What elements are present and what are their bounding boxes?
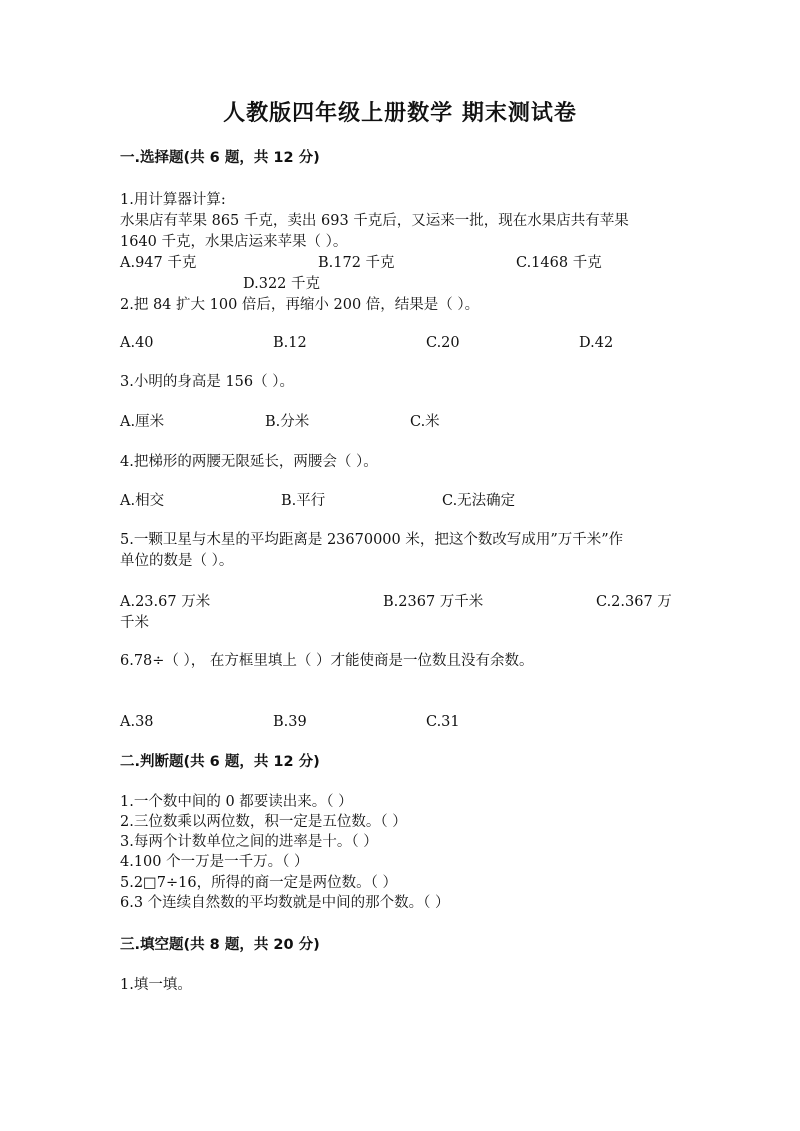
section-heading-fill: 三.填空题(共 8 题，共 20 分) — [120, 937, 320, 953]
question-5-line-1: 5.一颗卫星与木星的平均距离是 23670000 米，把这个数改写成用”万千米”作 — [120, 532, 624, 548]
question-6-option-b[interactable]: B.39 — [273, 714, 307, 730]
exam-title: 人教版四年级上册数学 期末测试卷 — [223, 101, 577, 126]
question-5-option-a[interactable]: A.23.67 万米 — [120, 594, 211, 610]
judge-item-4: 4.100 个一万是一千万。（ ） — [120, 854, 309, 870]
judge-item-6: 6.3 个连续自然数的平均数就是中间的那个数。（ ） — [120, 895, 450, 911]
question-1-option-b[interactable]: B.172 千克 — [318, 255, 395, 271]
judge-item-2: 2.三位数乘以两位数，积一定是五位数。（ ） — [120, 814, 407, 830]
question-3-option-c[interactable]: C.米 — [410, 414, 440, 430]
section-heading-judge: 二.判断题(共 6 题，共 12 分) — [120, 754, 320, 770]
question-1-option-a[interactable]: A.947 千克 — [120, 255, 197, 271]
question-1-line-2: 水果店有苹果 865 千克，卖出 693 千克后，又运来一批，现在水果店共有苹果 — [120, 213, 629, 229]
question-2-option-a[interactable]: A.40 — [120, 335, 154, 351]
fill-item-1: 1.填一填。 — [120, 977, 192, 993]
question-6-option-a[interactable]: A.38 — [120, 714, 154, 730]
question-2-option-d[interactable]: D.42 — [579, 335, 614, 351]
judge-item-5: 5.2□7÷16，所得的商一定是两位数。（ ） — [120, 875, 397, 891]
question-3-option-b[interactable]: B.分米 — [265, 414, 310, 430]
judge-item-3: 3.每两个计数单位之间的进率是十。（ ） — [120, 834, 378, 850]
question-2-text: 2.把 84 扩大 100 倍后，再缩小 200 倍，结果是（ ）。 — [120, 297, 480, 313]
question-6-text: 6.78÷（ ）， 在方框里填上（ ）才能使商是一位数且没有余数。 — [120, 653, 534, 669]
question-3-option-a[interactable]: A.厘米 — [120, 414, 165, 430]
question-1-option-c[interactable]: C.1468 千克 — [516, 255, 602, 271]
question-4-option-a[interactable]: A.相交 — [120, 493, 165, 509]
question-5-option-c-continued: 千米 — [120, 615, 149, 631]
question-1-line-1: 1.用计算器计算: — [120, 192, 226, 208]
question-2-option-b[interactable]: B.12 — [273, 335, 307, 351]
section-heading-choice: 一.选择题(共 6 题，共 12 分) — [120, 150, 320, 166]
question-4-option-b[interactable]: B.平行 — [281, 493, 326, 509]
question-1-option-d[interactable]: D.322 千克 — [243, 276, 321, 292]
question-5-option-b[interactable]: B.2367 万千米 — [383, 594, 484, 610]
question-1-line-3: 1640 千克，水果店运来苹果（ ）。 — [120, 234, 348, 250]
question-2-option-c[interactable]: C.20 — [426, 335, 460, 351]
question-4-option-c[interactable]: C.无法确定 — [442, 493, 516, 509]
question-6-option-c[interactable]: C.31 — [426, 714, 460, 730]
question-5-line-2: 单位的数是（ ）。 — [120, 553, 234, 569]
judge-item-1: 1.一个数中间的 0 都要读出来。（ ） — [120, 794, 353, 810]
question-5-option-c[interactable]: C.2.367 万 — [596, 594, 672, 610]
question-4-text: 4.把梯形的两腰无限延长，两腰会（ ）。 — [120, 454, 378, 470]
question-3-text: 3.小明的身高是 156（ ）。 — [120, 374, 294, 390]
